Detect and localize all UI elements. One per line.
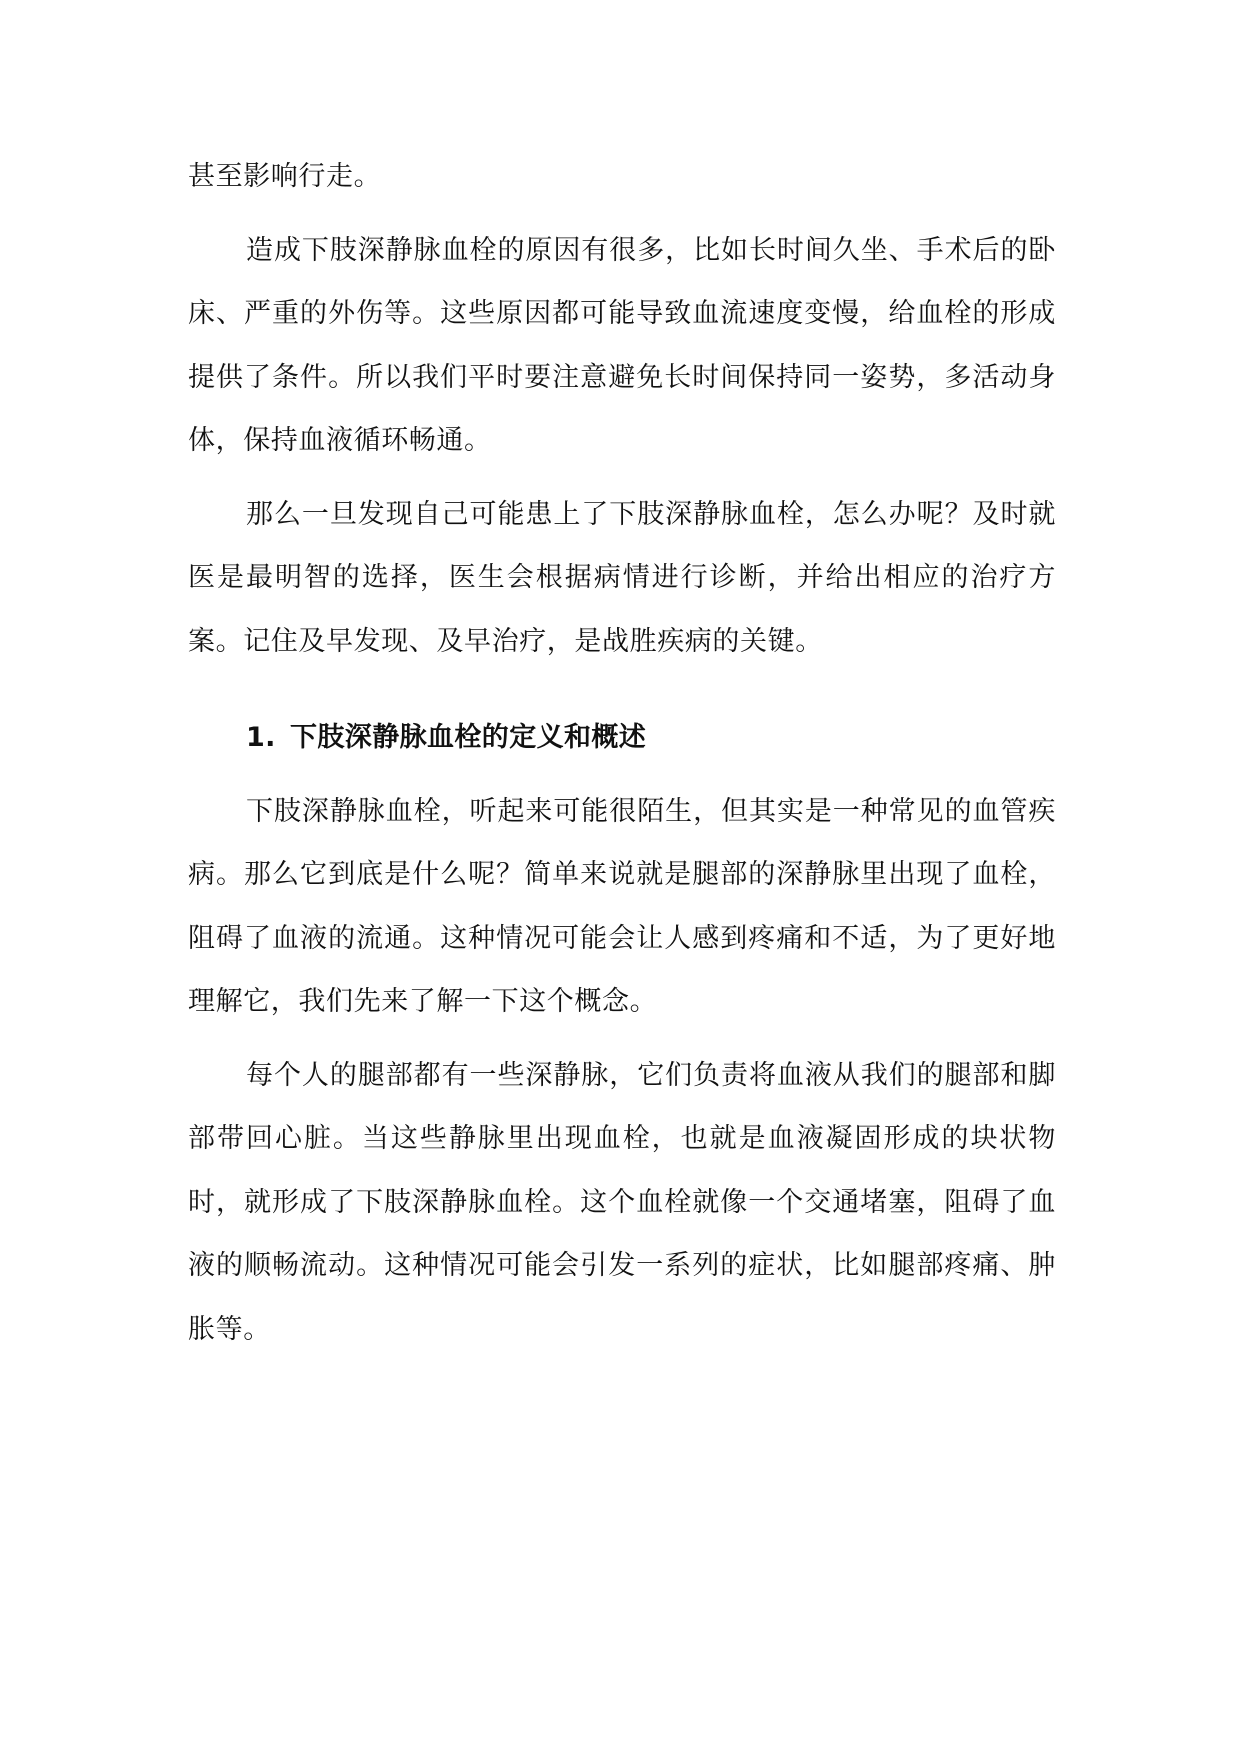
paragraph-continuation: 甚至影响行走。 — [188, 161, 382, 192]
paragraph-definition: 下肢深静脉血栓，听起来可能很陌生，但其实是一种常见的血管疾病。那么它到底是什么呢？简单来说就是腿部的深静脉里出现了血栓，阻碍了血液的流通。这种情况可能会让人感到疼痛和不适，为了更好地理解它，我们先来了解一下这个概念。 — [188, 795, 1056, 1017]
document-body — [188, 145, 1056, 1371]
section-number: 1. — [246, 722, 276, 753]
paragraph-causes: 造成下肢深静脉血栓的原因有很多，比如长时间久坐、手术后的卧床、严重的外伤等。这些原因都可能导致血流速度变慢，给血栓的形成提供了条件。所以我们平时要注意避免长时间保持同一姿势，多活动身体，保持血液循环畅通。 — [188, 234, 1056, 456]
paragraph-treatment: 那么一旦发现自己可能患上了下肢深静脉血栓，怎么办呢？及时就医是最明智的选择，医生会根据病情进行诊断，并给出相应的治疗方案。记住及早发现、及早治疗，是战胜疾病的关键。 — [188, 498, 1056, 657]
section-heading — [246, 706, 1056, 770]
paragraph-explanation: 每个人的腿部都有一些深静脉，它们负责将血液从我们的腿部和脚部带回心脏。当这些静脉里出现血栓，也就是血液凝固形成的块状物时，就形成了下肢深静脉血栓。这个血栓就像一个交通堵塞，阻碍了血液的顺畅流动。这种情况可能会引发一系列的症状，比如腿部疼痛、肿胀等。 — [188, 1059, 1056, 1345]
section-title: 下肢深静脉血栓的定义和概述 — [290, 722, 647, 753]
